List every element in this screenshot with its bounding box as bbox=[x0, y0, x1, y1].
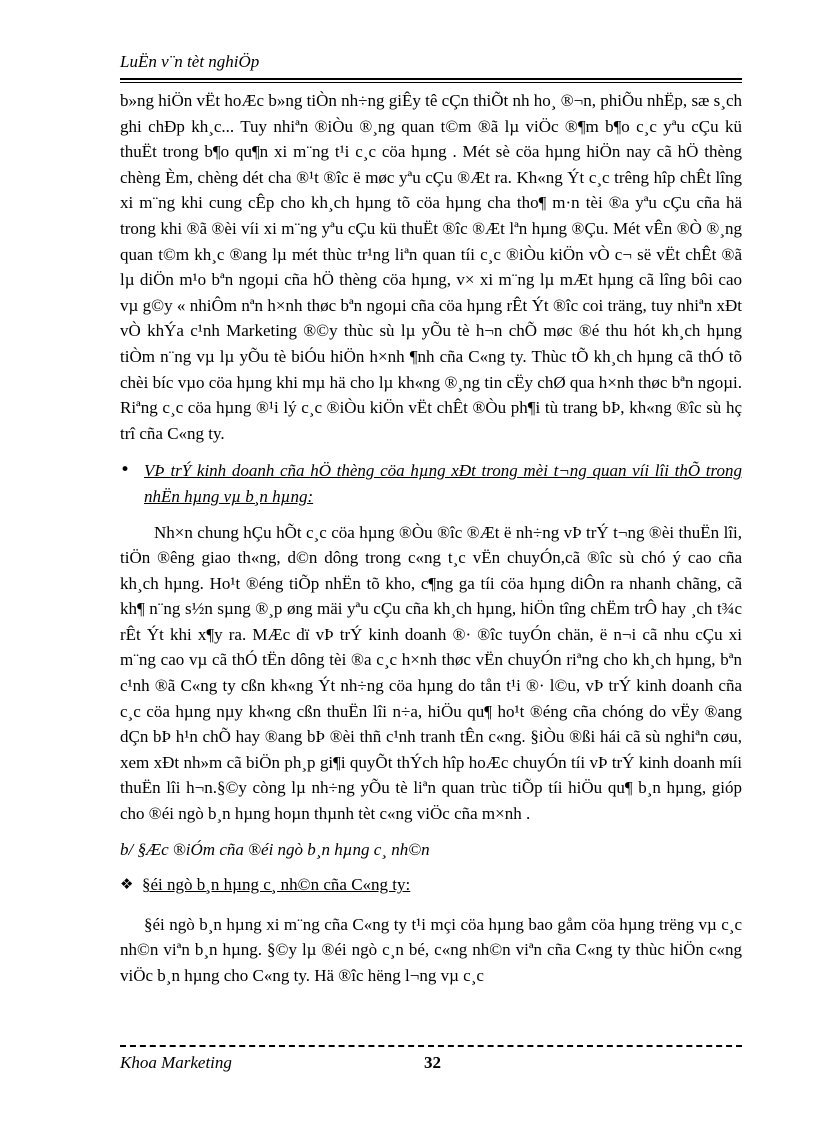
bullet-icon: • bbox=[120, 460, 131, 481]
page-number: 32 bbox=[424, 1053, 441, 1072]
diamond-heading: §éi ngò b¸n hµng c¸ nh©n cña C«ng ty: bbox=[142, 875, 411, 895]
page-header bbox=[120, 52, 742, 80]
paragraph-1: b»ng hiÖn vËt hoÆc b»ng tiÒn nh÷ng giÊy tê cÇn thiÕt nh ho¸ ®¬n, phiÕu nhËp, sæ s¸ch ghi chÐp kh¸c... Tuy nhiªn ®iÒu ®¸ng quan t©m ®ã lµ viÖc ®¶m b¶o c¸c yªu cÇu kü thuËt trong b¶o qu¶n xi m¨ng t¹i c¸c cöa hµng . Mét sè cöa hµng hiÖn nay cã hÖ thèng chèng Èm, chèng dét cha ®¹t ®îc ë møc yªu cÇu ®Æt ra. Kh«ng Ýt c¸c trêng hîp chÊt lîng xi m¨ng khi cung cÊp cho kh¸ch hµng tõ cöa hµng cha tho¶ m·n tèi ®a yªu cÇu cña hä trong khi ®ã ®èi víi xi m¨ng yªu cÇu kü thuËt ®îc ®Æt lªn hµng ®Çu. Mét vÊn ®Ò ®¸ng quan t©m kh¸c ®ang lµ mét thùc tr¹ng liªn quan tíi c¸c ®iÒu kiÖn vÒ c¬ së vËt chÊt ®ã lµ diÖn m¹o bªn ngoµi cña hÖ thèng cöa hµng, v× xi m¨ng lµ mÆt hµng cã lîng bôi cao vµ g©y « nhiÔm nªn h×nh thøc bªn ngoµi cña cöa hµng rÊt Ýt ®îc coi träng, tuy nhiªn xÐt vÒ khÝa c¹nh Marketing ®©y thùc sù lµ yÕu tè h¬n chÕ møc ®é thu hót kh¸ch hµng tiÒm n¨ng vµ lµ yÕu tè biÓu hiÖn h×nh ¶nh cña C«ng ty. Thùc tÕ kh¸ch hµng cã thÓ tõ chèi bíc vµo cöa hµng khi mµ hä cho lµ kh«ng ®¸ng tin cËy chØ qua h×nh thøc bªn ngoµi. Riªng c¸c cöa hµng ®¹i lý c¸c ®iÒu kiÖn vËt chÊt ®Òu ph¶i tù trang bÞ, kh«ng ®îc sù hç trî cña C«ng ty. bbox=[120, 91, 742, 443]
page-content bbox=[120, 88, 742, 989]
bullet-item bbox=[120, 458, 742, 509]
page-footer bbox=[120, 1045, 742, 1072]
paragraph-2: Nh×n chung hÇu hÕt c¸c cöa hµng ®Òu ®îc ®Æt ë nh÷ng vÞ trÝ t¬ng ®èi thuËn lîi, tiÖn ®êng giao th«ng, d©n dông trong c«ng t¸c vËn chuyÓn,cã ®îc sù chó ý cao cña kh¸ch hµng. Ho¹t ®éng tiÕp nhËn tõ kho, c¶ng ga tíi cöa hµng diÔn ra nhanh chãng, cã kh¶ n¨ng s½n sµng ®¸p øng mäi yªu cÇu cña kh¸ch hµng, hiÖn tîng chËm trÔ hay ¸ch t¾c rÊt Ýt khi x¶y ra. MÆc dï vÞ trÝ kinh doanh ®· ®îc tuyÓn chän, ë n¬i cã nhu cÇu xi m¨ng cao vµ cã thÓ tËn dông tèi ®a c¸c h×nh thøc vËn chuyÓn riªng cho kh¸ch hµng, bªn c¹nh ®ã C«ng ty cßn kh«ng Ýt nh÷ng cöa hµng do tån t¹i ®· l©u, vÞ trÝ kinh doanh cña c¸c cöa hµng nµy kh«ng cßn thuËn lîi n÷a, hiÖu qu¶ ho¹t ®éng cña chóng do vËy ®ang dÇn bÞ h¹n chÕ hay ®ang bÞ ®èi thñ c¹nh tranh tÊn c«ng. §iÒu ®ßi hái cã sù nghiªn cøu, xem xÐt nh»m cã biÖn ph¸p gi¶i quyÕt thÝch hîp hoÆc chuyÓn tíi vÞ trÝ kinh doanh míi thuËn lîi h¬n.§©y còng lµ nh÷ng yÕu tè liªn quan trùc tiÕp tíi hiÖu qu¶ b¸n hµng, gióp cho ®éi ngò b¸n hµng hoµn thµnh tèt c«ng viÖc cña m×nh . bbox=[120, 522, 742, 824]
paragraph-3: §éi ngò b¸n hµng xi m¨ng cña C«ng ty t¹i mçi cöa hµng bao gåm cöa hµng trëng vµ c¸c nh©n viªn b¸n hµng. §©y lµ ®éi ngò c¸n bé, c«ng nh©n viªn cña C«ng ty thùc hiÖn c«ng viÖc b¸n hµng cho C«ng ty. Hä ®îc hëng l¬ng vµ c¸c bbox=[120, 914, 742, 985]
header-title: LuËn v¨n tèt nghiÖp bbox=[120, 52, 260, 71]
footer-faculty: Khoa Marketing bbox=[120, 1053, 232, 1072]
bullet-heading: VÞ trÝ kinh doanh cña hÖ thèng cöa hµng xÐt trong mèi t¬ng quan víi lîi thÕ trong nhËn hµng vµ b¸n hµng: bbox=[144, 461, 742, 506]
diamond-item bbox=[120, 872, 742, 898]
section-subheading: b/ §Æc ®iÓm cña ®éi ngò b¸n hµng c¸ nh©n bbox=[120, 839, 430, 859]
diamond-bullet-icon: ❖ bbox=[120, 875, 134, 894]
